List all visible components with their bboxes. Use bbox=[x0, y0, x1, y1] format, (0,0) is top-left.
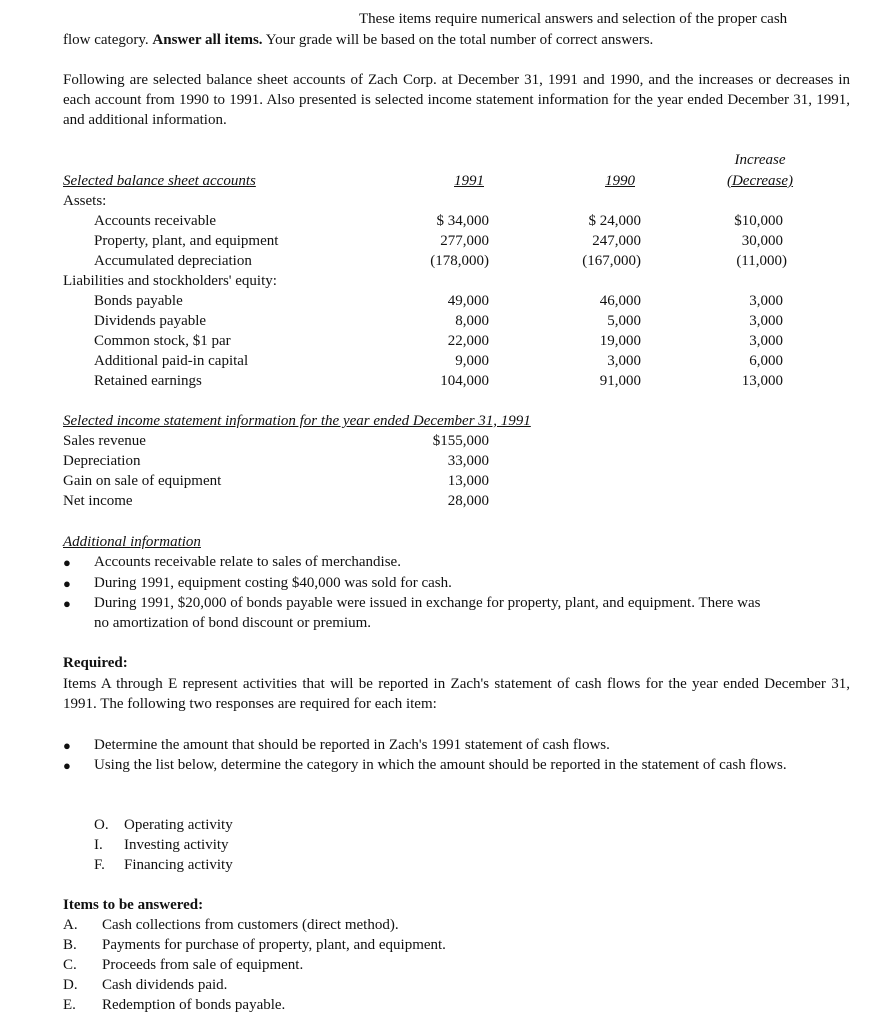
additional-item-2: During 1991, equipment costing $40,000 was sold for cash. bbox=[94, 575, 452, 591]
additional-info-title: Additional information bbox=[63, 534, 201, 550]
intro-line-1: These items require numerical answers and selection of the proper cash bbox=[359, 11, 788, 27]
required-title: Required: bbox=[63, 655, 128, 671]
additional-item-3-line-1: During 1991, $20,000 of bonds payable were issued in exchange for property, plant, and equipment. There was bbox=[94, 595, 761, 611]
required-bullet-2: Using the list below, determine the category in which the amount should be reported in the statement of cash flows. bbox=[94, 757, 787, 773]
bullet-icon: ● bbox=[63, 576, 71, 591]
required-text: Items A through E represent activities that will be reported in Zach's statement of cash flows for the year ended December 31, 1991. The following two responses are required for each item: bbox=[63, 676, 850, 712]
col-header-decrease: (Decrease) bbox=[726, 173, 794, 189]
col-header-1990: 1990 bbox=[605, 173, 635, 189]
col-header-1991: 1991 bbox=[454, 173, 484, 189]
additional-item-3-line-2: no amortization of bond discount or premium. bbox=[94, 615, 372, 631]
assets-label: Assets: bbox=[63, 193, 107, 209]
intro-line-2: flow category. Answer all items. Your grade will be based on the total number of correct answers. bbox=[63, 32, 654, 48]
required-bullet-1: Determine the amount that should be reported in Zach's 1991 statement of cash flows. bbox=[94, 737, 610, 753]
col-header-increase: Increase bbox=[734, 152, 786, 168]
bullet-icon: ● bbox=[63, 555, 71, 570]
income-statement-title: Selected income statement information for the year ended December 31, 1991 bbox=[63, 413, 531, 429]
bullet-icon: ● bbox=[63, 738, 71, 753]
additional-item-1: Accounts receivable relate to sales of merchandise. bbox=[94, 554, 401, 570]
description: Following are selected balance sheet accounts of Zach Corp. at December 31, 1991 and 1990, and the increases or decreases in each account from 1990 to 1991. Also presented is selected income statement information for the year ended December 31, 1991, and additional information. bbox=[63, 72, 850, 128]
items-title: Items to be answered: bbox=[63, 897, 204, 913]
balance-sheet-title: Selected balance sheet accounts bbox=[63, 173, 256, 189]
bullet-icon: ● bbox=[63, 758, 71, 773]
liabilities-label: Liabilities and stockholders' equity: bbox=[63, 273, 277, 289]
bullet-icon: ● bbox=[63, 596, 71, 611]
